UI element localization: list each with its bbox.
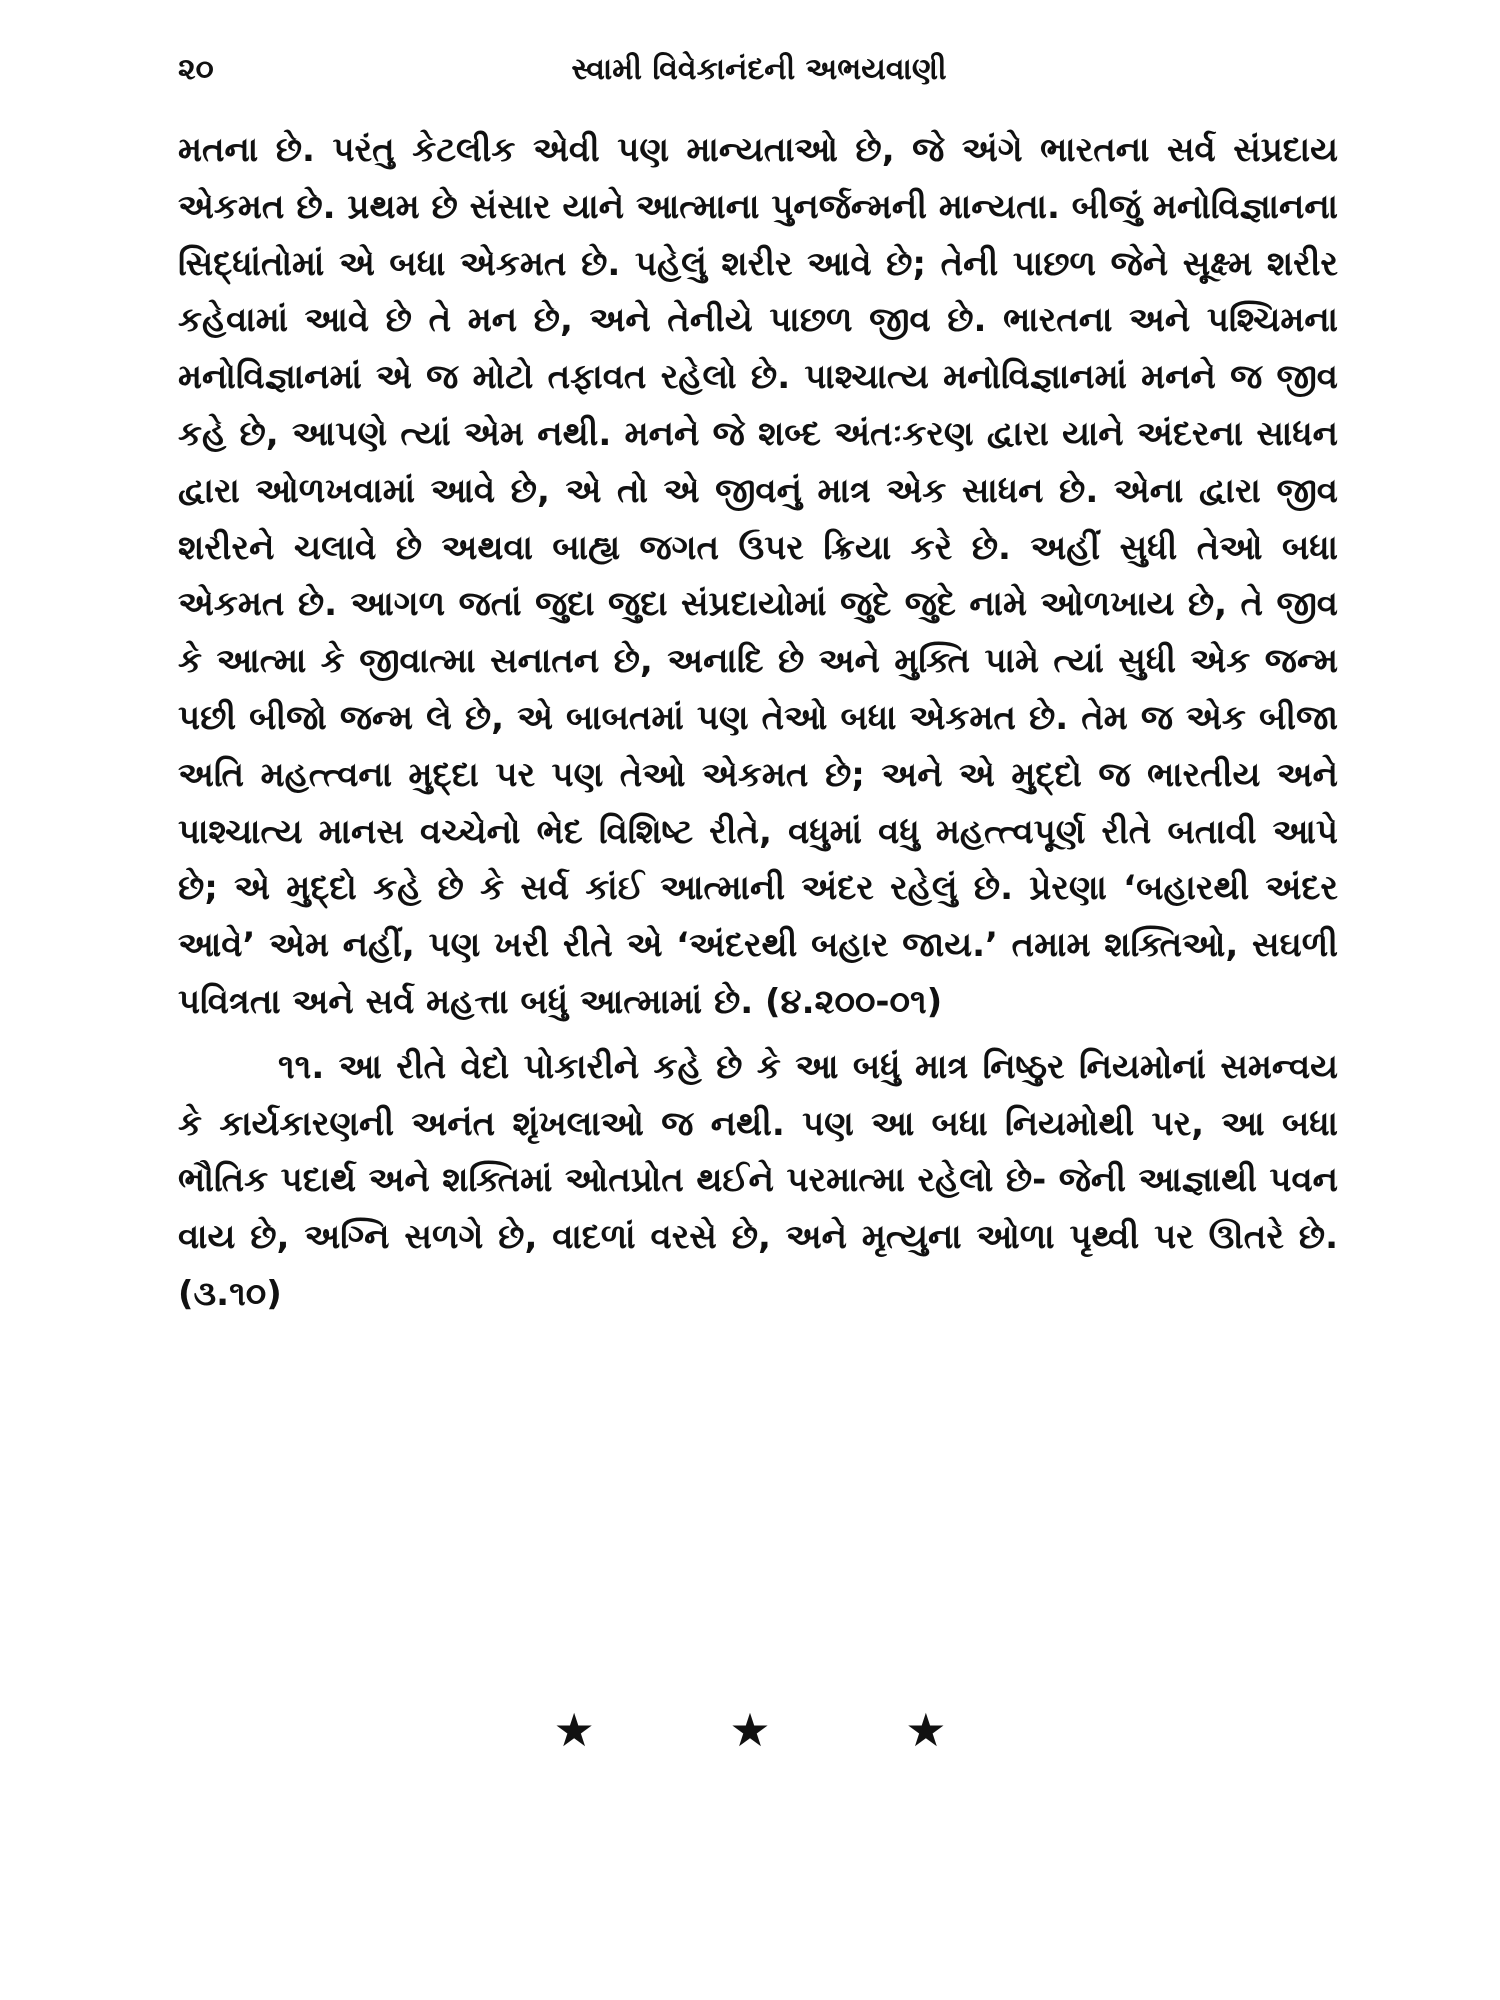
paragraph-11: ૧૧. આ રીતે વેદો પોકારીને કહે છે કે આ બધું માત્ર નિષ્ઠુર નિયમોનાં સમન્વય કે કાર્યકારણની અનંત શૃંખલાઓ જ નથી. પણ આ બધા નિયમોથી પર, આ બધા ભૌતિક પદાર્થ અને શક્તિમાં ઓતપ્રોત થઈને પરમાત્મા રહેલો છે- જેની આજ્ઞાથી પવન વાય છે, અગ્નિ સળગે છે, વાદળાં વરસે છે, અને મૃત્યુના ઓળા પૃથ્વી પર ઊતરે છે. (૩.૧૦) xyxy=(178,1046,1338,1314)
section-divider-stars: ★ ★ ★ xyxy=(553,1703,1007,1757)
running-header xyxy=(178,40,1340,100)
book-title: સ્વામી વિવેકાનંદની અભયવાણી xyxy=(571,52,947,87)
body-text xyxy=(178,122,1338,1323)
page-number: ૨૦ xyxy=(178,52,214,87)
paragraph-continued: મતના છે. પરંતુ કેટલીક એવી પણ માન્યતાઓ છે, જે અંગે ભારતના સર્વ સંપ્રદાય એકમત છે. પ્રથમ છે સંસાર યાને આત્માના પુનર્જન્મની માન્યતા. બીજું મનોવિજ્ઞાનના સિદ્ધાંતોમાં એ બધા એકમત છે. પહેલું શરીર આવે છે; તેની પાછળ જેને સૂક્ષ્મ શરીર કહેવામાં આવે છે તે મન છે, અને તેનીયે પાછળ જીવ છે. ભારતના અને પશ્ચિમના મનોવિજ્ઞાનમાં એ જ મોટો તફાવત રહેલો છે. પાશ્ચાત્ય મનોવિજ્ઞાનમાં મનને જ જીવ કહે છે, આપણે ત્યાં એમ નથી. મનને જે શબ્દ અંતઃકરણ દ્વારા યાને અંદરના સાધન દ્વારા ઓળખવામાં આવે છે, એ તો એ જીવનું માત્ર એક સાધન છે. એના દ્વારા જીવ શરીરને ચલાવે છે અથવા બાહ્ય જગત ઉપર ક્રિયા કરે છે. અહીં સુધી તેઓ બધા એકમત છે. આગળ જતાં જુદા જુદા સંપ્રદાયોમાં જુદે જુદે નામે ઓળખાય છે, તે જીવ કે આત્મા કે જીવાત્મા સનાતન છે, અનાદિ છે અને મુક્તિ પામે ત્યાં સુધી એક જન્મ પછી બીજો જન્મ લે છે, એ બાબતમાં પણ તેઓ બધા એકમત છે. તેમ જ એક બીજા અતિ મહત્ત્વના મુદ્દા પર પણ તેઓ એકમત છે; અને એ મુદ્દો જ ભારતીય અને પાશ્ચાત્ય માનસ વચ્ચેનો ભેદ વિશિષ્ટ રીતે, વધુમાં વધુ મહત્ત્વપૂર્ણ રીતે બતાવી આપે છે; એ મુદ્દો કહે છે કે સર્વ કાંઈ આત્માની અંદર રહેલું છે. પ્રેરણા ‘બહારથી અંદર આવે’ એમ નહીં, પણ ખરી રીતે એ ‘અંદરથી બહાર જાય.’ તમામ શક્તિઓ, સઘળી પવિત્રતા અને સર્વ મહત્તા બધું આત્મામાં છે. (૪.૨૦૦-૦૧) xyxy=(178,130,1338,1022)
